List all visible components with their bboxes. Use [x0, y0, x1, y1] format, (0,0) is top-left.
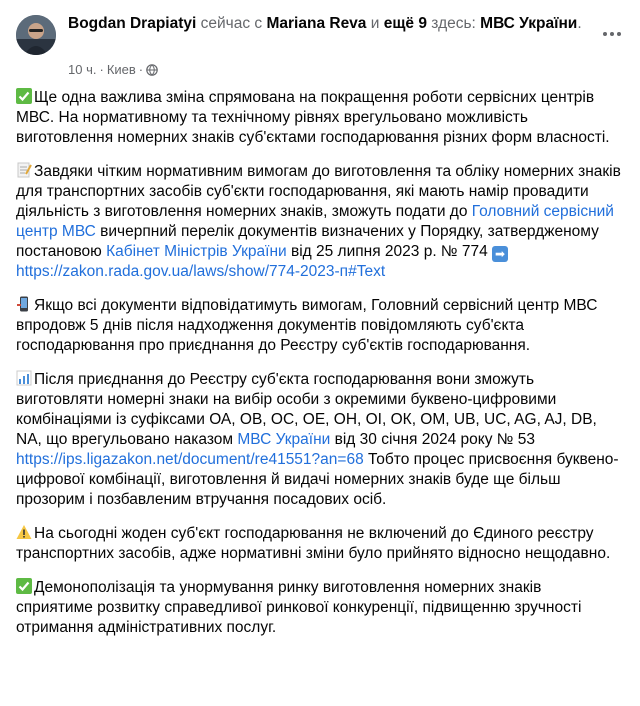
here-text: здесь: [431, 15, 476, 32]
post-title [68, 14, 588, 34]
post-meta [68, 62, 158, 78]
paragraph-2 [16, 162, 622, 282]
paragraph-5 [16, 524, 622, 564]
zakon-url-link[interactable]: https://zakon.rada.gov.ua/laws/show/774-2023-п#Text [16, 263, 386, 280]
author-name[interactable]: Bogdan Drapiatyi [68, 15, 197, 32]
white-heavy-check-mark-icon [16, 88, 32, 104]
paragraph-6 [16, 578, 622, 638]
link-main-service-center[interactable]: Головний сервісний центр МВС [16, 203, 614, 240]
paragraph-4 [16, 370, 622, 510]
and-text: и [370, 15, 380, 32]
paragraph-3 [16, 296, 622, 356]
paragraph-2-text-b: вичерпний перелік документів визначених у Порядку, затвердженому постановою [16, 223, 599, 260]
link-cabinet-of-ministers[interactable]: Кабінет Міністрів України [106, 243, 287, 260]
meta-separator: · [99, 62, 104, 77]
others-link[interactable]: ещё 9 [383, 15, 427, 32]
paragraph-1 [16, 88, 622, 148]
paragraph-4-text-c: Тобто процес присвоєння буквено-цифрової комбінації, виготовлення й видачі номерних знаків буде ще більш прозорим і позбавленим втручання посадових осіб. [16, 451, 619, 508]
memo-icon [16, 162, 32, 178]
paragraph-2-text-a: Завдяки чітким нормативним вимогам до виготовлення та обліку номерних знаків для транспортних засобів суб'єкти господарювання, які мають намір провадити діяльність з виготовлення номерних знаків, зможуть подати до [16, 163, 621, 220]
paragraph-2-text-c: від 25 липня 2023 р. № 774 [290, 243, 488, 260]
post-city: Киев [106, 62, 136, 77]
bar-chart-icon [16, 370, 32, 386]
ligazakon-url-link[interactable]: https://ips.ligazakon.net/document/re41551?an=68 [16, 451, 364, 468]
warning-icon [16, 524, 32, 540]
meta-separator-2: · [138, 62, 144, 77]
paragraph-3-text: Якщо всі документи відповідатимуть вимогам, Головний сервісний центр МВС впродовж 5 днів після надходження документів повідомляють суб'єкта господарювання про приєднання до Реєстру суб'єктів господарювання. [16, 297, 598, 354]
paragraph-4-text-a: Після приєднання до Реєстру суб'єкта господарювання вони зможуть виготовляти номерні знаки на вибір особи з окремими буквено-цифровими комбінаціями із суфіксами ОА, ОВ, ОС, ОЕ, ОН, ОІ, ОК, ОМ, UB, UC, AG, AJ, DB, NA, що врегульовано наказом [16, 371, 597, 448]
link-mvs-ukraine[interactable]: МВС України [237, 431, 331, 448]
mobile-phone-icon [16, 296, 32, 312]
post-content [16, 88, 622, 652]
paragraph-4-text-b: від 30 січня 2024 року № 53 [334, 431, 535, 448]
paragraph-6-text: Демонополізація та унормування ринку виготовлення номерних знаків сприятиме розвитку справедливої ринкової конкуренції, підвищенню зручності отримання адміністративних послуг. [16, 579, 582, 636]
location-suffix: . [577, 15, 582, 32]
more-options-icon[interactable] [600, 22, 624, 46]
white-heavy-check-mark-icon [16, 578, 32, 594]
with-text: сейчас с [200, 15, 263, 32]
avatar-image [16, 15, 56, 55]
tagged-person[interactable]: Mariana Reva [266, 15, 367, 32]
paragraph-5-text: На сьогодні жоден суб'єкт господарювання не включений до Єдиного реєстру транспортних засобів, адже нормативні зміни було прийнято відносно нещодавно. [16, 525, 611, 562]
post-header [16, 12, 624, 82]
location-link[interactable]: МВС України [480, 15, 578, 32]
avatar[interactable] [16, 15, 56, 55]
paragraph-1-text: Ще одна важлива зміна спрямована на покращення роботи сервісних центрів МВС. На нормативному та технічному рівнях врегульовано можливість виготовлення номерних знаків суб'єктами господарювання різних форм власності. [16, 89, 610, 146]
right-arrow-icon: ➡ [492, 246, 508, 262]
globe-icon [146, 64, 158, 76]
post-time[interactable]: 10 ч. [68, 62, 97, 77]
